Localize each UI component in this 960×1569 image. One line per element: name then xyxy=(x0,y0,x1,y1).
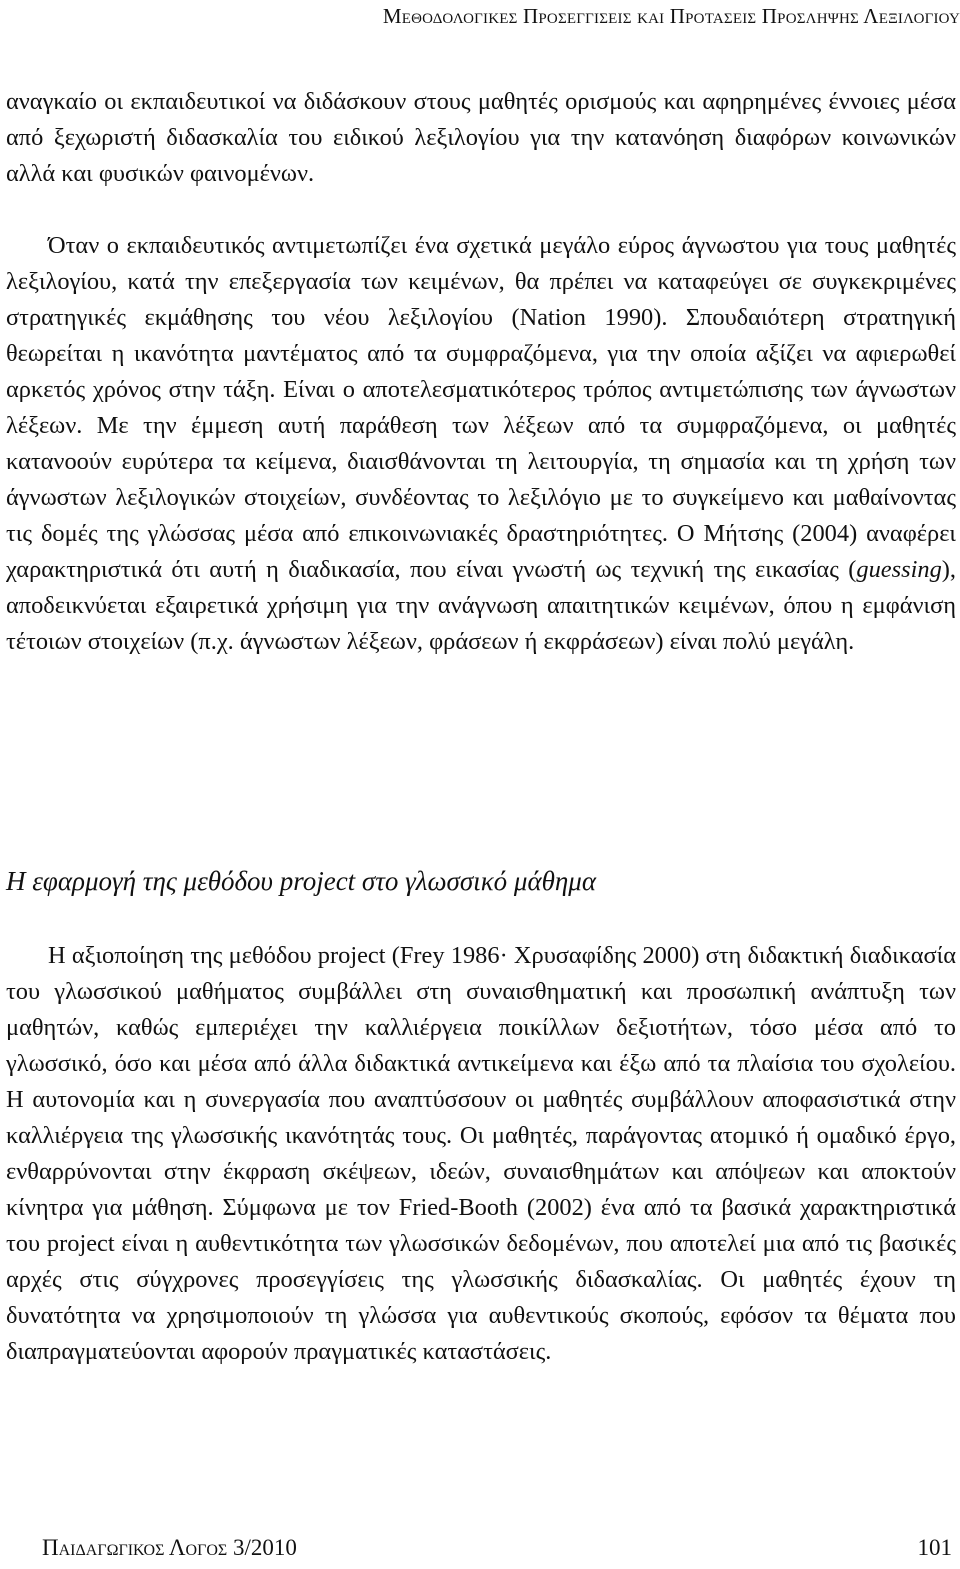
section-heading: Η εφαρμογή της μεθόδου project στο γλωσσικό μάθημα xyxy=(6,866,597,896)
body-paragraph-1 xyxy=(6,84,956,192)
paragraph-text: Η αξιοποίηση της μεθόδου project (Frey 1986· Χρυσαφίδης 2000) στη διδακτική διαδικασία του γλωσσικού μαθήματος συμβάλλει στη συναισθηματική και προσωπική ανάπτυξη των μαθητών, καθώς εμπεριέχει την καλλιέργεια ποικίλλων δεξιοτήτων, τόσο μέσα από το γλωσσικό, όσο και μέσα από άλλα διδακτικά αντικείμενα και έξω από τα πλαίσια του σχολείου. Η αυτονομία και η συνεργασία που αναπτύσσουν οι μαθητές συμβάλλουν αποφασιστικά στην καλλιέργεια της γλωσσικής ικανότητάς τους. Οι μαθητές, παράγοντας ατομικό ή ομαδικό έργο, ενθαρρύνονται στην έκφραση σκέψεων, ιδεών, συναισθημάτων και απόψεων και αποκτούν κίνητρα για μάθηση. Σύμφωνα με τον Fried-Booth (2002) ένα από τα βασικά χαρακτηριστικά του project είναι η αυθεντικότητα των γλωσσικών δεδομένων, που αποτελεί μια από τις βασικές αρχές στις σύγχρονες προσεγγίσεις της γλωσσικής διδασκαλίας. Οι μαθητές έχουν τη δυνατότητα να χρησιμοποιούν τη γλώσσα για αυθεντικούς σκοπούς, εφόσον τα θέματα που διαπραγματεύονται αφορούν πραγματικές καταστάσεις. xyxy=(6,942,956,1365)
running-head: Μεθοδολογικες Προσεγγισεις και Προτασεις Προσληψης Λεξιλογιου xyxy=(382,4,960,28)
italic-term: guessing xyxy=(856,556,942,583)
journal-footer: Παιδαγωγικος Λογος 3/2010 xyxy=(42,1535,297,1560)
body-paragraph-2 xyxy=(6,228,956,660)
paragraph-text xyxy=(6,228,956,660)
paragraph-text-part: Όταν ο εκπαιδευτικός αντιμετωπίζει ένα σχετικά μεγάλο εύρος άγνωστου για τους μαθητές λεξιλογίου, κατά την επεξεργασία των κειμένων, θα πρέπει να καταφεύγει σε συγκεκριμένες στρατηγικές εκμάθησης του νέου λεξιλογίου (Nation 1990). Σπουδαιότερη στρατηγική θεωρείται η ικανότητα μαντέματος από τα συμφραζόμενα, για την οποία αξίζει να αφιερωθεί αρκετός χρόνος στην τάξη. Είναι ο αποτελεσματικότερος τρόπος αντιμετώπισης των άγνωστων λέξεων. Με την έμμεση αυτή παράθεση των λέξεων από τα συμφραζόμενα, οι μαθητές κατανοούν ευρύτερα τα κείμενα, διαισθάνονται τη λειτουργία, τη σημασία και τη χρήση των άγνωστων λεξιλογικών στοιχείων, συνδέοντας το λεξιλόγιο με το συγκείμενο και μαθαίνοντας τις δομές της γλώσσας μέσα από επικοινωνιακές δραστηριότητες. Ο Μήτσης (2004) αναφέρει χαρακτηριστικά ότι αυτή η διαδικασία, που είναι γνωστή ως τεχνική της εικασίας ( xyxy=(6,232,956,583)
paragraph-text: αναγκαίο οι εκπαιδευτικοί να διδάσκουν στους μαθητές ορισμούς και αφηρημένες έννοιες μέσα από ξεχωριστή διδασκαλία του ειδικού λεξιλογίου για την κατανόηση διαφόρων κοινωνικών αλλά και φυσικών φαινομένων. xyxy=(6,88,956,187)
page-number: 101 xyxy=(917,1535,952,1560)
paragraph-text-part: ), αποδεικνύεται εξαιρετικά χρήσιμη για την ανάγνωση απαιτητικών κειμένων, όπου η εμφάνιση τέτοιων στοιχείων (π.χ. άγνωστων λέξεων, φράσεων ή εκφράσεων) είναι πολύ μεγάλη. xyxy=(6,556,956,655)
body-paragraph-3 xyxy=(6,938,956,1370)
